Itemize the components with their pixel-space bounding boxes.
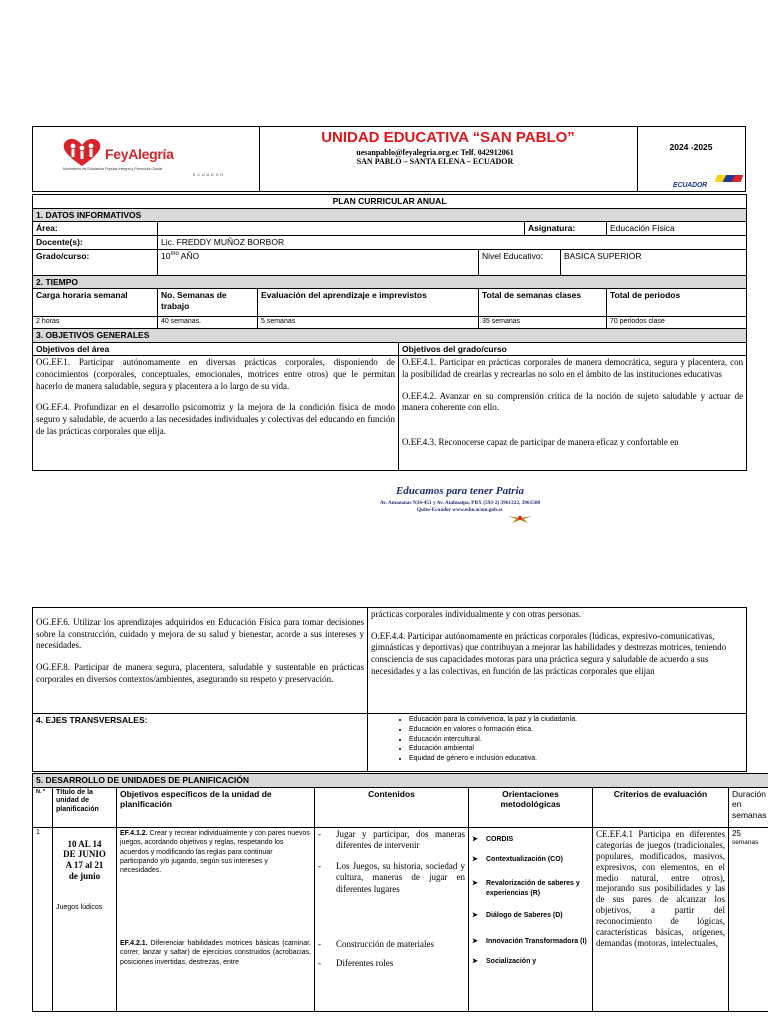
section-datos: 1. DATOS INFORMATIVOS — [33, 208, 747, 222]
objetivo-area: OG.EF.6. Utilizar los aprendizajes adquiridos en Educación Física para tomar decisiones sobre la construcción, cuidado y mejora de su salud y bienestar, acorde a sus intereses y necesidades. — [36, 617, 364, 651]
logo-cell — [33, 127, 260, 191]
list-item: ➤ Contextualización (CO) — [472, 855, 564, 863]
objetivo-code: EF.4.1.2. — [120, 829, 148, 837]
objetivo-area: OG.EF.1. Participar autónomamente en diversas prácticas corporales, disponiendo de conocimientos (corporales, conceptuales, emocionales, motrices entre otros) que le permitan hacerlo de manera saludable, segura y placentera a lo largo de su vida. — [36, 357, 395, 391]
footer-address: Av. Amazonas N34-451 y Av. Atahualpa, PBX (593-2) 3961322, 3961508 — [379, 500, 541, 506]
list-item: - Los Juegos, su historia, sociedad y cultura, maneras de jugar en diferentes lugares — [318, 861, 465, 894]
list-item: • Equidad de género e inclusión educativa. — [409, 754, 743, 764]
unidades-table — [32, 773, 768, 1012]
objetivo-grado: O.EF.4.4. Participar autónomamente en prácticas corporales (lúdicas, expresivo-comunicativas, gimnásticas y deportivas) que contribuyan a mejorar las habilidades y destrezas motrices, teniendo consciencia de sus capacidades motoras para una práctica segura y saludable de acuerdo a sus necesidades y a las colectivas, en función de las prácticas corporales que elijan — [371, 630, 727, 676]
logo-name: FeyAlegría — [105, 146, 174, 162]
list-item: • Educación en valores o formación ética. — [409, 725, 743, 735]
plan-title: PLAN CURRICULAR ANUAL — [33, 195, 747, 209]
col-header-objetivos: Objetivos específicos de la unidad de planificación — [117, 787, 315, 827]
objetivo-especifico — [120, 829, 311, 939]
logo-country: ECUADOR — [193, 173, 225, 177]
tiempo-value: 5 semanas — [258, 317, 479, 329]
feyalegria-logo-icon — [61, 137, 103, 167]
row-number: 1 — [33, 827, 53, 1011]
objetivo-grado: O.EF.4.3. Reconocerse capaz de participar de manera eficaz y confortable en — [402, 436, 679, 447]
grado-label: Grado/curso: — [33, 249, 158, 275]
footer-slogan: Educamos para tener Patria — [395, 485, 525, 497]
row-contenidos — [315, 827, 469, 1011]
grado-value — [158, 249, 479, 275]
list-item: ➤ Socialización y — [472, 958, 537, 966]
footer-address-city: Quito-Ecuador www.educacion.gob.ec — [416, 507, 504, 513]
section-objetivos: 3. OBJETIVOS GENERALES — [33, 328, 747, 342]
objetivo-grado: O.EF.4.1. Participar en prácticas corporales de manera democrática, segura y placentera, con la posibilidad de crearlas y recrearlas no solo en el ámbito de las instituciones educativas — [402, 357, 744, 379]
area-label: Área: — [33, 222, 158, 236]
tiempo-value: 70 periodos clase — [607, 317, 747, 329]
tiempo-header: No. Semanas de trabajo — [158, 289, 258, 317]
section-tiempo: 2. TIEMPO — [33, 275, 747, 289]
row-titulo — [53, 827, 117, 1011]
flag-stripes-icon — [715, 175, 744, 182]
tiempo-header: Total de periodos — [607, 289, 747, 317]
list-item: • Educación ambiental — [409, 744, 743, 754]
duracion-value: 25 — [732, 828, 741, 838]
tiempo-header: Total de semanas clases — [479, 289, 607, 317]
col-header-orientaciones: Orientaciones metodológicas — [469, 787, 593, 827]
objetivos-grado-header: Objetivos del grado/curso — [399, 342, 747, 356]
plan-table-page2 — [32, 607, 747, 772]
grado-word: AÑO — [180, 250, 200, 261]
tiempo-value: 2 horas — [33, 317, 158, 329]
ecuador-logo-text: ECUADOR — [673, 182, 707, 189]
docente-label: Docente(s): — [33, 235, 158, 249]
col-header-duracion: Duración en semanas — [729, 787, 768, 827]
header-box — [32, 126, 746, 192]
docente-value: Lic. FREDDY MUÑOZ BORBOR — [158, 235, 747, 249]
row-objetivos — [117, 827, 315, 1011]
logo-subtitle: Movimiento de Educación Popular Integral y Promoción Social — [63, 167, 163, 171]
list-item: - Diferentes roles — [318, 958, 394, 969]
objetivo-code: EF.4.2.1. — [120, 939, 148, 947]
list-item: ➤ CORDIS — [472, 835, 514, 843]
table-row — [33, 827, 768, 1011]
section-unidades: 5. DESARROLLO DE UNIDADES DE PLANIFICACIÓN — [33, 774, 768, 788]
ejes-list — [371, 715, 743, 764]
row-orientaciones — [469, 827, 593, 1011]
location-line: SAN PABLO – SANTA ELENA – ECUADOR — [356, 157, 514, 166]
ejes-cell — [368, 714, 747, 772]
list-item: ➤ Revalorización de saberes y experiencias (R) — [472, 879, 580, 898]
coat-of-arms-icon — [508, 514, 532, 524]
objetivo-text: Diferenciar habilidades motrices básicas (caminar, correr, lanzar y saltar) de ejercicios construidos (acrobacias, posiciones invertidas, destrezas, entre — [120, 939, 311, 966]
list-item: • Educación intercultural. — [409, 735, 743, 745]
ejes-label: 4. EJES TRANSVERSALES: — [33, 714, 368, 772]
list-item: ➤ Innovación Transformadora (I) — [472, 938, 587, 946]
nivel-value: BASICA SUPERIOR — [561, 249, 747, 275]
school-year: 2024 -2025 — [669, 142, 713, 152]
objetivo-especifico — [120, 939, 311, 967]
grado-number: 10 — [161, 250, 171, 261]
duracion-unit: semanas — [732, 838, 759, 846]
objetivo-grado: prácticas corporales individualmente y con otras personas. — [371, 609, 582, 619]
list-item: - Construcción de materiales — [318, 938, 434, 949]
plan-table-page1 — [32, 194, 747, 471]
objetivos-area-cell-cont — [33, 608, 368, 714]
objetivos-area-cell — [33, 356, 399, 471]
col-header-criterios: Criterios de evaluación — [593, 787, 729, 827]
tiempo-header: Carga horaria semanal — [33, 289, 158, 317]
row-criterio: CE.EF.4.1 Participa en diferentes categorías de juegos (tradicionales, populares, modificados, masivos, expresivos, con elementos, en el medio natural, entre otros), mejorando sus posibilidades y las de sus pares de alcanzar los objetivos, a partir del reconocimiento de lógicas, características básicas, orígenes, demandas (motoras, intelectuales, — [593, 827, 729, 1011]
col-header-n: N. º — [33, 787, 53, 827]
col-header-titulo: Título de la unidad de planificación — [53, 787, 117, 827]
objetivo-text: Crear y recrear individualmente y con pares nuevos juegos, acordando objetivos y reglas, respetando los acuerdos y modificando las reglas para continuar participando y/o jugando, según sus intereses y necesidades. — [120, 829, 310, 875]
objetivo-area: OG.EF.4. Profundizar en el desarrollo psicomotriz y la mejora de la condición física de modo seguro y saludable, de acuerdo a las necesidades individuales y colectivas del educando en función de las prácticas corporales que elija. — [36, 402, 395, 436]
asignatura-label: Asignatura: — [525, 222, 607, 236]
asignatura-value: Educación Física — [607, 222, 747, 236]
row-duracion — [729, 827, 768, 1011]
objetivos-grado-cell — [399, 356, 747, 471]
contact-line: uesanpablo@feyalegria.org.ec Telf. 042912061 — [356, 148, 514, 157]
objetivo-area: OG.EF.8. Participar de manera segura, placentera, saludable y sustentable en prácticas corporales en diversos contextos/ambientes, asegurando su respeto y preservación. — [36, 662, 364, 684]
tiempo-header: Evaluación del aprendizaje e imprevistos — [258, 289, 479, 317]
row-fecha: 10 AL 14 DE JUNIO A 17 al 21 de junio — [63, 838, 106, 882]
tiempo-value: 40 semanas. — [158, 317, 258, 329]
grado-sup: mo — [170, 250, 179, 257]
list-item: ➤ Diálogo de Saberes (D) — [472, 912, 563, 920]
tiempo-value: 35 semanas — [479, 317, 607, 329]
title-cell — [259, 127, 638, 191]
nivel-label: Nivel Educativo: — [479, 249, 561, 275]
objetivos-area-header: Objetivos del área — [33, 342, 399, 356]
objetivos-grado-cell-cont — [368, 608, 747, 714]
col-header-contenidos: Contenidos — [315, 787, 469, 827]
objetivo-grado: O.EF.4.2. Avanzar en su comprensión crítica de la noción de sujeto saludable y actuar de manera coherente con ello. — [402, 390, 744, 413]
list-item: • Educación para la convivencia, la paz y la ciudadanía. — [409, 715, 743, 725]
area-value — [158, 222, 525, 236]
ecuador-gov-logo — [673, 174, 745, 189]
school-title: UNIDAD EDUCATIVA “SAN PABLO” — [321, 129, 575, 146]
list-item: - Jugar y participar, dos maneras diferentes de intervenir — [318, 828, 465, 850]
row-titulo-text: Juegos lúdicos — [56, 903, 103, 911]
year-cell — [637, 127, 745, 191]
